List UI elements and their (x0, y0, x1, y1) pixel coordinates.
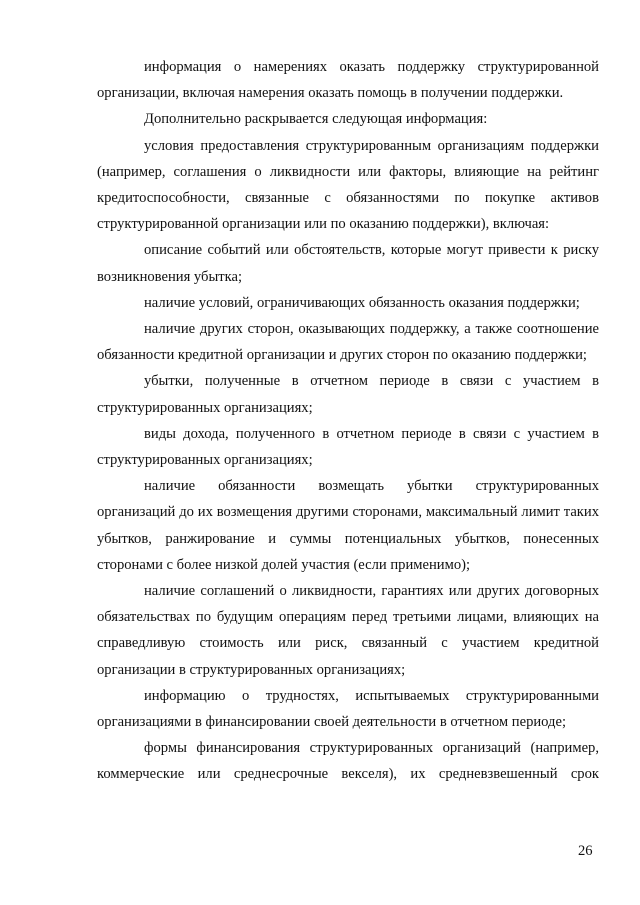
paragraph-additional-disclosure: Дополнительно раскрывается следующая информация: (144, 111, 488, 128)
paragraph-other-parties: наличие других сторон, оказывающих поддержку, а также соотношение обязанности кредитной организации и других сторон по оказанию поддержки; (97, 321, 599, 364)
paragraph-losses: убытки, полученные в отчетном периоде в связи с участием в структурированных организациях; (97, 373, 599, 416)
paragraph-limiting-conditions: наличие условий, ограничивающих обязанность оказания поддержки; (144, 294, 580, 311)
paragraph-financing-forms: формы финансирования структурированных организаций (например, коммерческие или среднесрочные векселя), их средневзвешенный срок (97, 740, 599, 783)
paragraph-income-types: виды дохода, полученного в отчетном периоде в связи с участием в структурированных организациях; (97, 425, 599, 469)
document-body (97, 54, 599, 788)
paragraph-support-conditions: условия предоставления структурированным организациям поддержки (например, соглашения о ликвидности или факторы, влияющие на рейтинг кредитоспособности, связанные с обязанностями по покупке активов структурированной организации или по оказанию поддержки), включая: (97, 137, 599, 233)
paragraph-loss-events: описание событий или обстоятельств, которые могут привести к риску возникновения убытка; (97, 242, 599, 285)
paragraph-support-intentions: информация о намерениях оказать поддержку структурированной организации, включая намерения оказать помощь в получении поддержки. (97, 59, 599, 102)
paragraph-liquidity-agreements: наличие соглашений о ликвидности, гарантиях или других договорных обязательствах по будущим операциям перед третьими лицами, влияющих на справедливую стоимость или риск, связанный с участием кредитной организации в структурированных организациях; (97, 583, 599, 678)
paragraph-loss-reimbursement: наличие обязанности возмещать убытки структурированных организаций до их возмещения другими сторонами, максимальный лимит таких убытков, ранжирование и суммы потенциальных убытков, понесенных сторонами с более низкой долей участия (если применимо); (97, 478, 599, 573)
paragraph-financing-difficulties: информацию о трудностях, испытываемых структурированными организациями в финансировании своей деятельности в отчетном периоде; (97, 687, 599, 731)
page-number: 26 (578, 843, 593, 859)
